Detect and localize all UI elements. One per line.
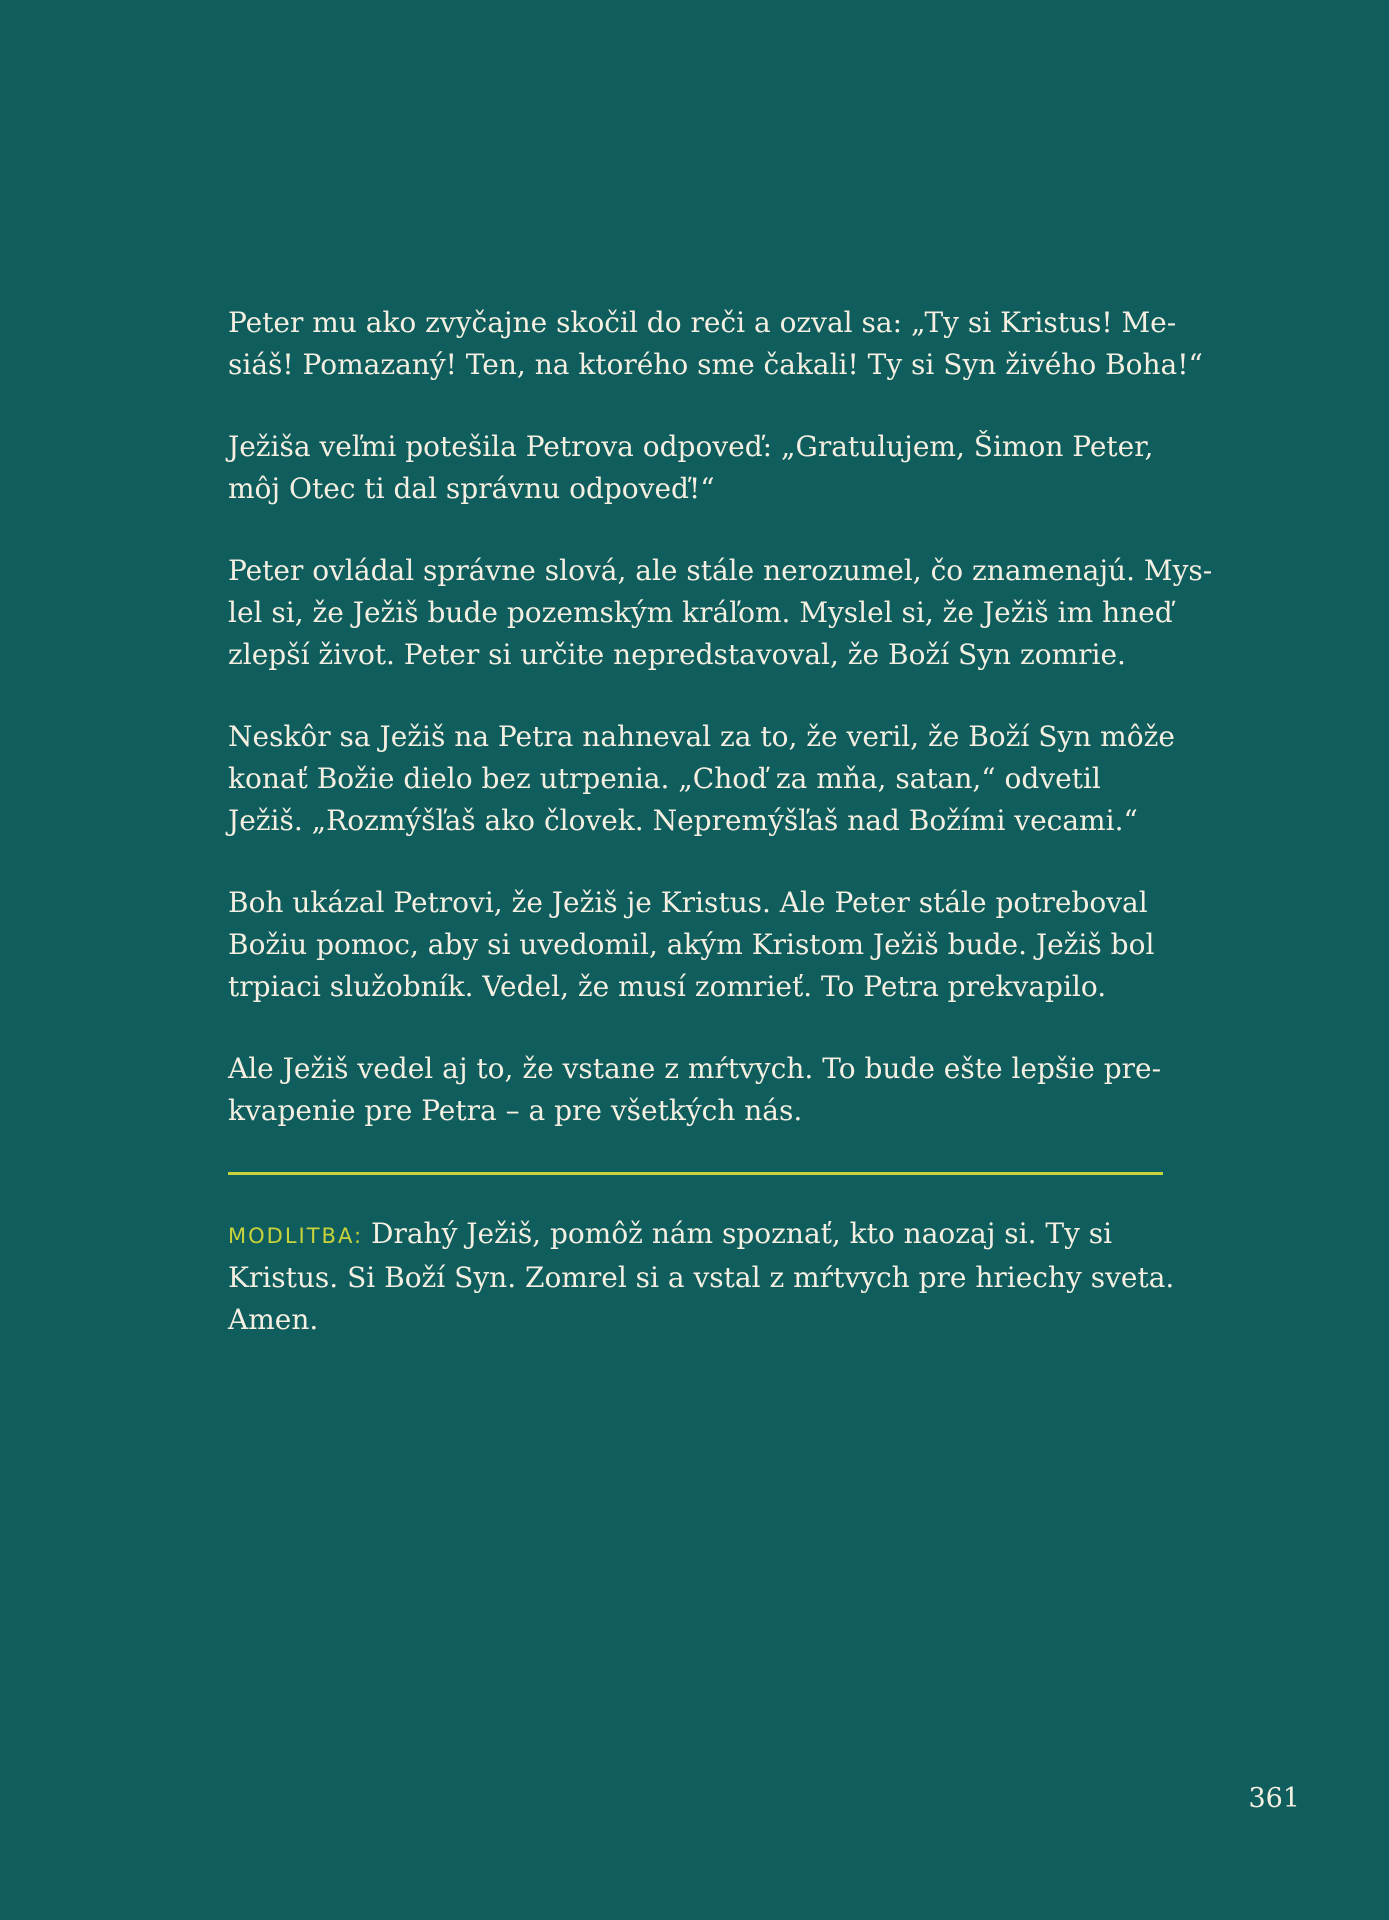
prayer-line: Amen. — [228, 1303, 319, 1336]
text-line: Ježiša veľmi potešila Petrova odpoveď: „Gratulujem, Šimon Peter, — [228, 430, 1154, 463]
text-line: Ježiš. „Rozmýšľaš ako človek. Nepremýšľaš nad Božími vecami.“ — [228, 804, 1138, 837]
text-line: kvapenie pre Petra – a pre všetkých nás. — [228, 1094, 803, 1127]
paragraph-4 — [228, 716, 1175, 842]
paragraph-6 — [228, 1048, 1163, 1132]
text-line: Neskôr sa Ježiš na Petra nahneval za to, že veril, že Boží Syn môže — [228, 720, 1175, 753]
page-number: 361 — [1248, 1783, 1300, 1814]
prayer-line: Kristus. Si Boží Syn. Zomrel si a vstal z mŕtvych pre hriechy sveta. — [228, 1261, 1175, 1294]
text-line: siáš! Pomazaný! Ten, na ktorého sme čakali! Ty si Syn živého Boha!“ — [228, 348, 1203, 381]
prayer-text: Drahý Ježiš, pomôž nám spoznať, kto naozaj si. Ty si — [371, 1217, 1113, 1250]
text-line: Boh ukázal Petrovi, že Ježiš je Kristus. Ale Peter stále potreboval — [228, 886, 1148, 919]
paragraph-3 — [228, 550, 1213, 676]
text-line: konať Božie dielo bez utrpenia. „Choď za mňa, satan,“ odvetil — [228, 762, 1101, 795]
prayer-line-first — [228, 1213, 1163, 1257]
paragraph-2 — [228, 426, 1163, 510]
text-line: Peter ovládal správne slová, ale stále nerozumel, čo znamenajú. Mys- — [228, 554, 1213, 587]
paragraph-5 — [228, 882, 1163, 1008]
paragraph-1 — [228, 302, 1203, 386]
text-line: môj Otec ti dal správnu odpoveď!“ — [228, 472, 715, 505]
divider-rule — [228, 1172, 1163, 1175]
text-line: lel si, že Ježiš bude pozemským kráľom. Myslel si, že Ježiš im hneď — [228, 596, 1173, 629]
page-content — [228, 302, 1213, 1341]
text-line: Božiu pomoc, aby si uvedomil, akým Kristom Ježiš bude. Ježiš bol — [228, 928, 1155, 961]
text-line: Peter mu ako zvyčajne skočil do reči a ozval sa: „Ty si Kristus! Me- — [228, 306, 1177, 339]
prayer-block — [228, 1213, 1175, 1341]
text-line: zlepší život. Peter si určite nepredstavoval, že Boží Syn zomrie. — [228, 638, 1126, 671]
prayer-label: MODLITBA: — [228, 1224, 364, 1248]
text-line: Ale Ježiš vedel aj to, že vstane z mŕtvych. To bude ešte lepšie pre- — [228, 1052, 1162, 1085]
text-line: trpiaci služobník. Vedel, že musí zomrieť. To Petra prekvapilo. — [228, 970, 1107, 1003]
